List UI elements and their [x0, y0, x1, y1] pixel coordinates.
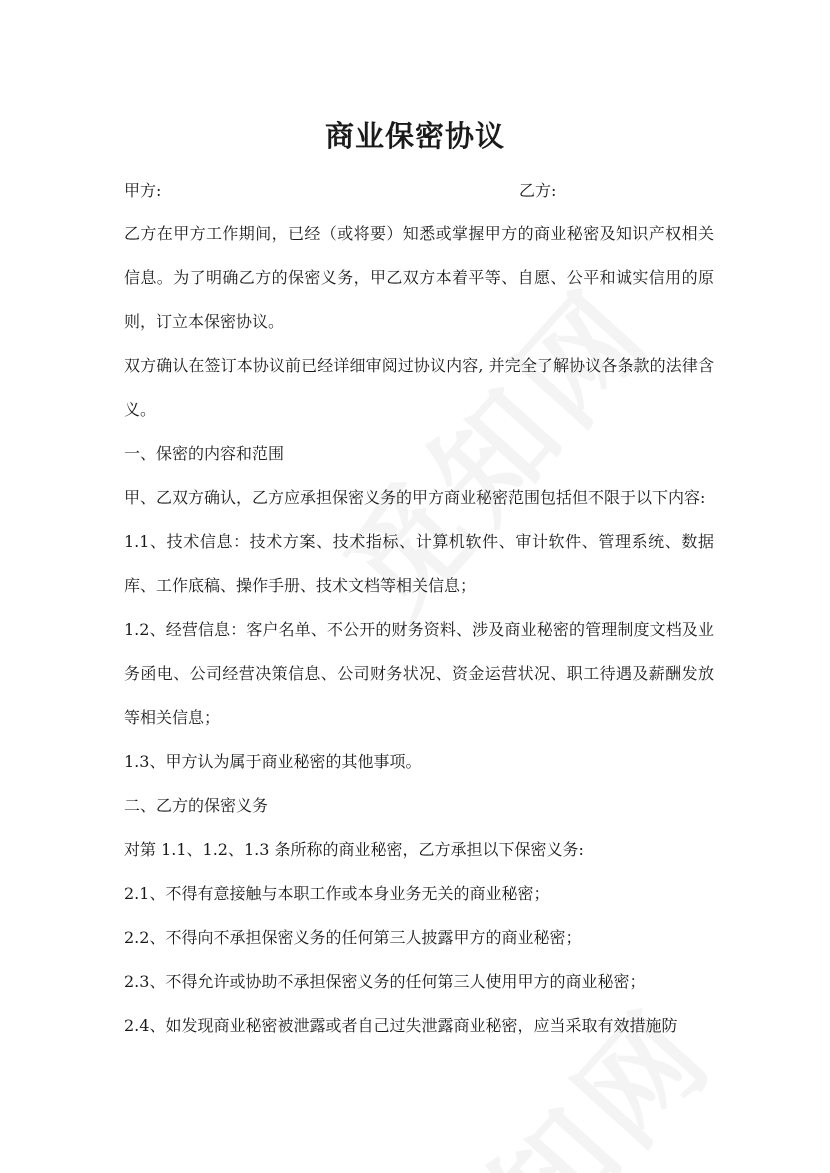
clause-2-4: 2.4、如发现商业秘密被泄露或者自己过失泄露商业秘密，应当采取有效措施防 — [124, 1016, 678, 1035]
clause-2-1: 2.1、不得有意接触与本职工作或本身业务无关的商业秘密； — [124, 884, 550, 903]
parties-line — [124, 178, 724, 202]
section-heading-2: 二、乙方的保密义务 — [124, 796, 269, 815]
clause-1-1: 1.1、技术信息：技术方案、技术指标、计算机软件、审计软件、管理系统、数据库、工作底稿、操作手册、技术文档等相关信息； — [124, 532, 714, 595]
paragraph-obligations-intro: 对第 1.1、1.2、1.3 条所称的商业秘密，乙方承担以下保密义务: — [124, 840, 584, 859]
clause-1-2: 1.2、经营信息：客户名单、不公开的财务资料、涉及商业秘密的管理制度文档及业务函电、公司经营决策信息、公司财务状况、资金运营状况、职工待遇及薪酬发放等相关信息； — [124, 620, 714, 727]
section-heading-1: 一、保密的内容和范围 — [124, 444, 285, 463]
document-body — [124, 212, 714, 1048]
party-b-label: 乙方: — [519, 181, 557, 200]
paragraph-scope: 甲、乙双方确认，乙方应承担保密义务的甲方商业秘密范围包括但不限于以下内容: — [124, 488, 706, 507]
clause-1-3: 1.3、甲方认为属于商业秘密的其他事项。 — [124, 752, 422, 771]
document-title: 商业保密协议 — [324, 119, 505, 153]
clause-2-3: 2.3、不得允许或协助不承担保密义务的任何第三人使用甲方的商业秘密； — [124, 972, 646, 991]
paragraph-preamble: 乙方在甲方工作期间，已经（或将要）知悉或掌握甲方的商业秘密及知识产权相关信息。为了明确乙方的保密义务，甲乙双方本着平等、自愿、公平和诚实信用的原则，订立本保密协议。 — [124, 224, 714, 331]
paragraph-confirmation: 双方确认在签订本协议前已经详细审阅过协议内容, 并完全了解协议各条款的法律含义。 — [124, 356, 714, 419]
clause-2-2: 2.2、不得向不承担保密义务的任何第三人披露甲方的商业秘密； — [124, 928, 582, 947]
party-a-label: 甲方: — [124, 181, 162, 200]
